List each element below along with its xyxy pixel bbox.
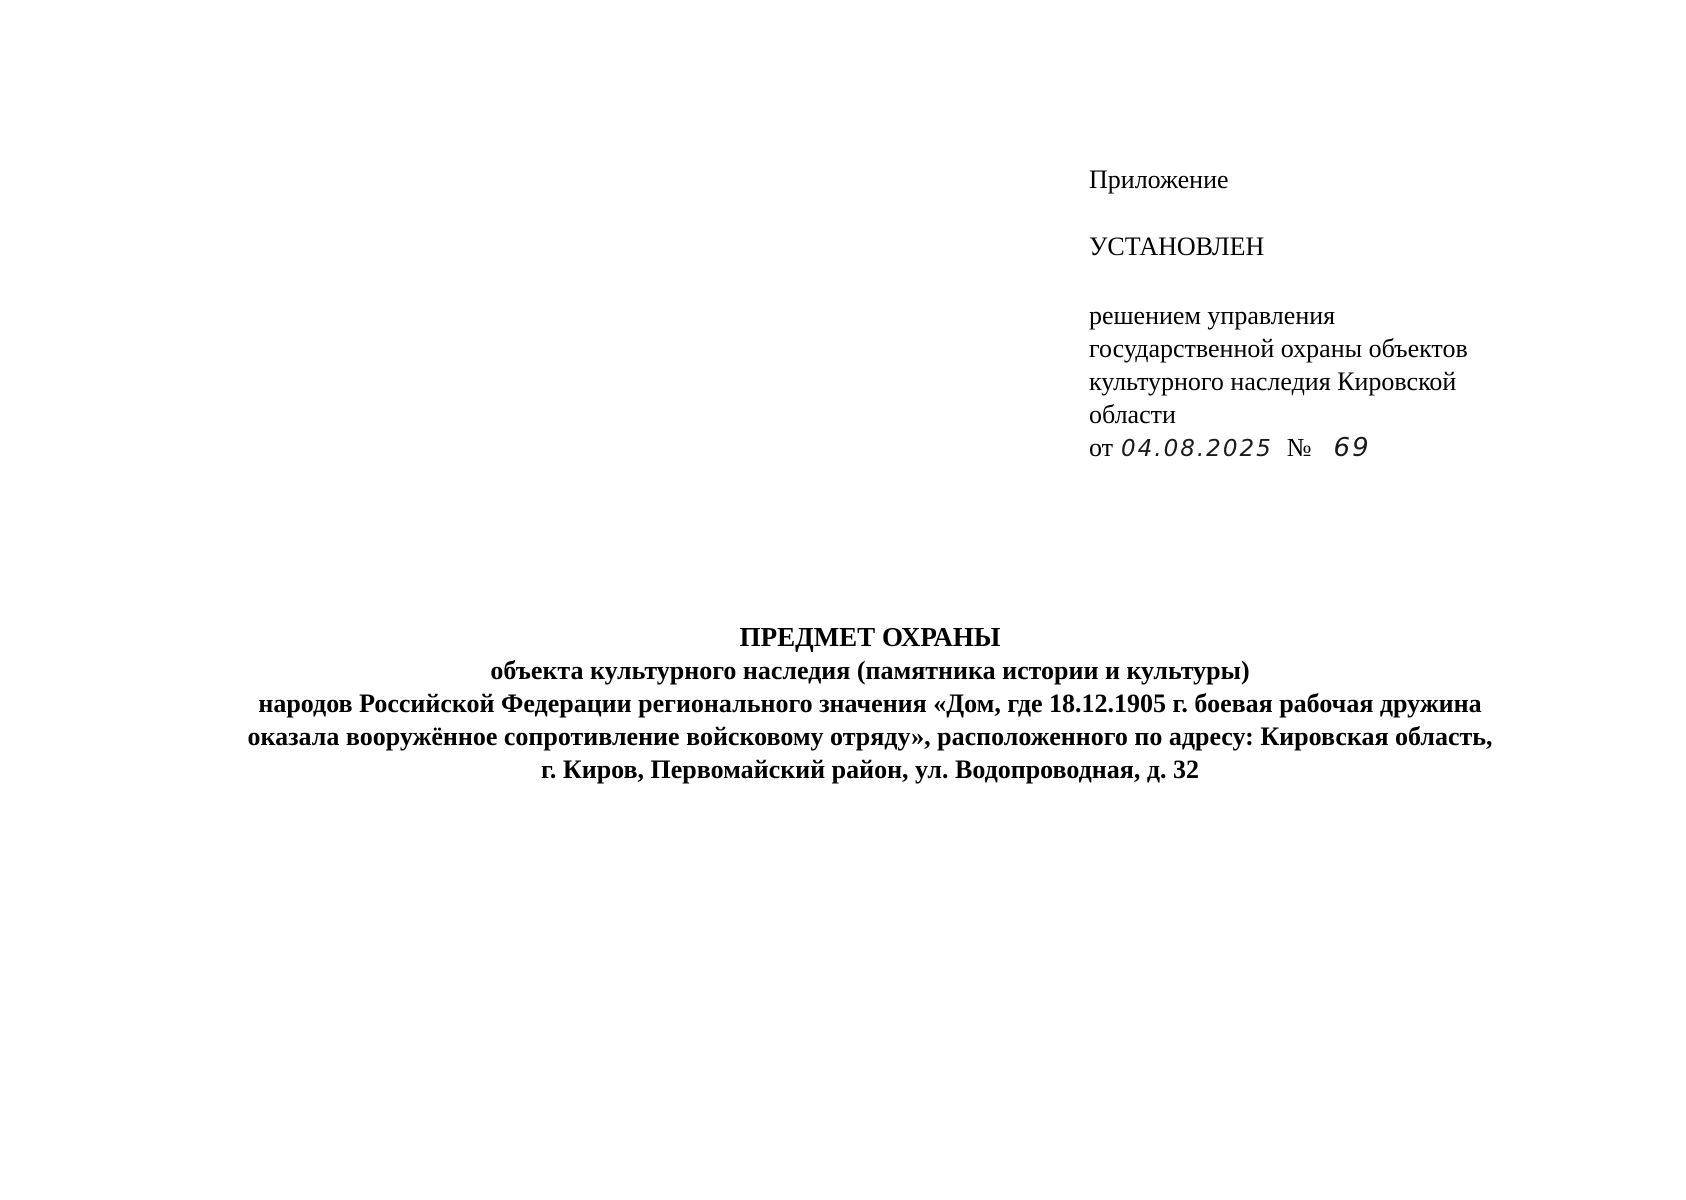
handwritten-number: 69 — [1333, 433, 1371, 463]
decision-line: государственной охраны объектов — [1089, 334, 1468, 363]
decision-text — [1089, 299, 1649, 466]
title-line: объекта культурного наследия (памятника истории и культуры) — [490, 656, 1250, 685]
approved-label: УСТАНОВЛЕН — [1089, 232, 1265, 261]
decision-line: культурного наследия Кировской — [1089, 367, 1457, 396]
title-line: народов Российской Федерации регионального значения «Дом, где 18.12.1905 г. боевая рабочая дружина — [258, 689, 1482, 718]
decision-line: решением управления — [1089, 301, 1336, 330]
date-line — [1089, 431, 1649, 466]
document-title-block — [150, 621, 1590, 786]
approval-block — [1089, 163, 1649, 466]
handwritten-date: 04.08.2025 — [1121, 436, 1273, 462]
date-prefix: от — [1089, 433, 1114, 462]
appendix-label: Приложение — [1089, 165, 1229, 194]
title-line: г. Киров, Первомайский район, ул. Водопроводная, д. 32 — [540, 755, 1199, 784]
title-line: оказала вооружённое сопротивление войсковому отряду», расположенного по адресу: Кировская область, — [247, 722, 1493, 751]
document-title: ПРЕДМЕТ ОХРАНЫ — [739, 622, 1001, 652]
number-sign: № — [1286, 433, 1312, 462]
decision-line: области — [1089, 400, 1176, 429]
